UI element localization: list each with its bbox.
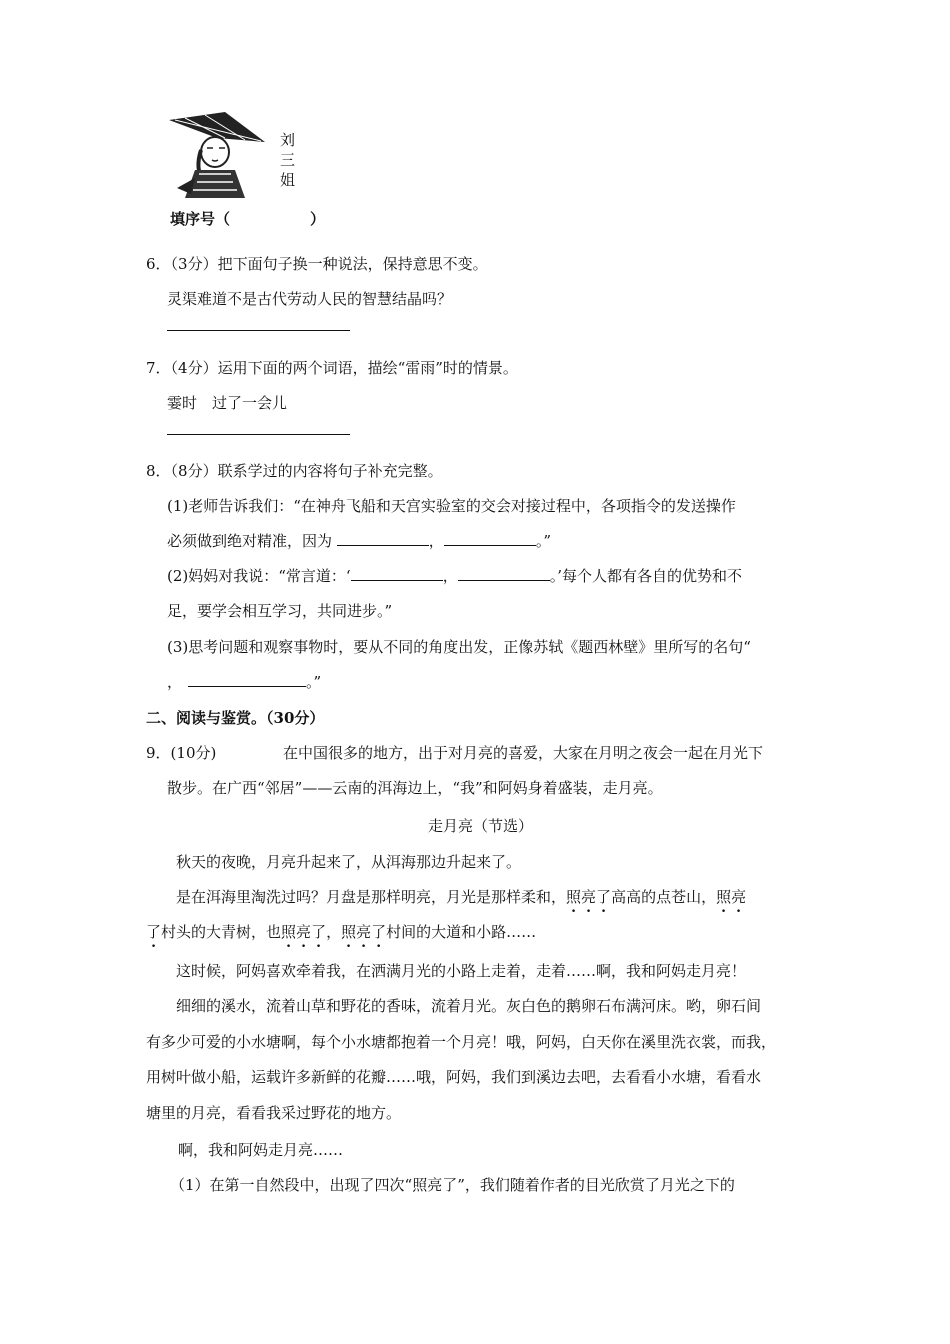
q8-part1-end: 。” bbox=[535, 532, 551, 550]
passage-para4-line4: 塘里的月亮，看看我采过野花的地方。 bbox=[146, 1104, 402, 1122]
q9-head: 9．(10分) bbox=[146, 744, 217, 762]
dotted-zhaoliangle-4: 照亮了 bbox=[341, 923, 387, 941]
q8-part3-line2 bbox=[167, 671, 321, 692]
passage-para1: 秋天的夜晚，月亮升起来了，从洱海那边升起来了。 bbox=[176, 853, 522, 871]
q6-head: 6．（3分）把下面句子换一种说法，保持意思不变。 bbox=[146, 255, 488, 273]
passage-title: 走月亮（节选） bbox=[428, 817, 534, 835]
q7-head: 7．（4分）运用下面的两个词语，描绘“雷雨”时的情景。 bbox=[146, 359, 518, 377]
passage-para5: 啊，我和阿妈走月亮…… bbox=[178, 1141, 344, 1159]
liu-san-jie-portrait bbox=[165, 108, 275, 198]
para2-text-e: 村间的大道和小路…… bbox=[386, 923, 537, 941]
fill-close: ） bbox=[310, 210, 326, 228]
para2-text-a: 是在洱海里淘洗过吗？月盘是那样明亮，月光是那样柔和， bbox=[176, 888, 567, 906]
q8-part2-blank-a[interactable] bbox=[351, 566, 443, 581]
q8-part1-comma: ， bbox=[428, 532, 444, 550]
q8-part3-end: 。” bbox=[306, 673, 322, 691]
dotted-le-2: 了 bbox=[146, 923, 162, 941]
q8-part1-text: 必须做到绝对精准，因为 bbox=[167, 532, 333, 550]
q7-answer-line[interactable] bbox=[167, 434, 350, 435]
q8-part2-end: 。’每个人都有各自的优势和不 bbox=[549, 567, 742, 585]
para2-text-d: ， bbox=[326, 923, 342, 941]
q9-intro-line2: 散步。在广西“邻居”——云南的洱海边上，“我”和阿妈身着盛装，走月亮。 bbox=[167, 779, 663, 797]
q8-part3-blank[interactable] bbox=[188, 672, 306, 687]
liu-san-jie-figure bbox=[165, 108, 275, 198]
passage-para4-line3: 用树叶做小船，运载许多新鲜的花瓣……哦，阿妈，我们到溪边去吧，去看看小水塘，看看水 bbox=[146, 1068, 762, 1086]
figure-caption: 刘三姐 bbox=[280, 131, 296, 189]
q8-part1-line1: (1)老师告诉我们：“在神舟飞船和天宫实验室的交会对接过程中，各项指令的发送操作 bbox=[167, 497, 736, 515]
q7-words: 霎时 过了一会儿 bbox=[167, 394, 288, 412]
section2-title: 二、阅读与鉴赏。（30分） bbox=[146, 709, 325, 727]
q8-part2-blank-b[interactable] bbox=[458, 566, 550, 581]
q8-part2-line2: 足，要学会相互学习，共同进步。” bbox=[167, 602, 393, 620]
q8-part2-text: (2)妈妈对我说：“常言道：‘ bbox=[167, 567, 351, 585]
para2-text-c: 村头的大青树，也 bbox=[161, 923, 282, 941]
para2-text-b: 高高的点苍山， bbox=[611, 888, 717, 906]
q8-part2-line1 bbox=[167, 565, 742, 586]
q8-part1-blank-b[interactable] bbox=[444, 531, 536, 546]
q8-part1-blank-a[interactable] bbox=[337, 531, 429, 546]
q6-answer-line[interactable] bbox=[167, 330, 350, 331]
q9-intro-line1: 在中国很多的地方，出于对月亮的喜爱，大家在月明之夜会一起在月光下 bbox=[283, 744, 764, 762]
passage-para4-line1: 细细的溪水，流着山草和野花的香味，流着月光。灰白色的鹅卵石布满河床。哟，卵石间 bbox=[176, 997, 762, 1015]
q8-part2-comma: ， bbox=[442, 567, 458, 585]
fill-open: 填序号（ bbox=[170, 210, 231, 228]
q8-part3-comma: ， bbox=[167, 673, 183, 691]
q8-part1-line2 bbox=[167, 530, 551, 551]
q9-sub1: （1）在第一自然段中，出现了四次“照亮了”，我们随着作者的目光欣赏了月光之下的 bbox=[170, 1176, 735, 1194]
q8-part3-line1: (3)思考问题和观察事物时，要从不同的角度出发，正像苏轼《题西林壁》里所写的名句“ bbox=[167, 638, 751, 656]
q6-sentence: 灵渠难道不是古代劳动人民的智慧结晶吗？ bbox=[167, 290, 453, 308]
passage-para3: 这时候，阿妈喜欢牵着我，在洒满月光的小路上走着，走着……啊，我和阿妈走月亮！ bbox=[176, 962, 747, 980]
dotted-zhaoliang-2: 照亮 bbox=[716, 888, 747, 906]
dotted-zhaoliangle-1: 照亮了 bbox=[566, 888, 612, 906]
dotted-zhaoliangle-3: 照亮了 bbox=[281, 923, 327, 941]
passage-para2-line2 bbox=[146, 921, 536, 942]
q8-head: 8．（8分）联系学过的内容将句子补充完整。 bbox=[146, 462, 443, 480]
passage-para2-line1 bbox=[176, 886, 746, 907]
fill-number-label bbox=[170, 208, 325, 229]
passage-para4-line2: 有多少可爱的小水塘啊，每个小水塘都抱着一个月亮！哦，阿妈，白天你在溪里洗衣裳，而我， bbox=[146, 1033, 777, 1051]
